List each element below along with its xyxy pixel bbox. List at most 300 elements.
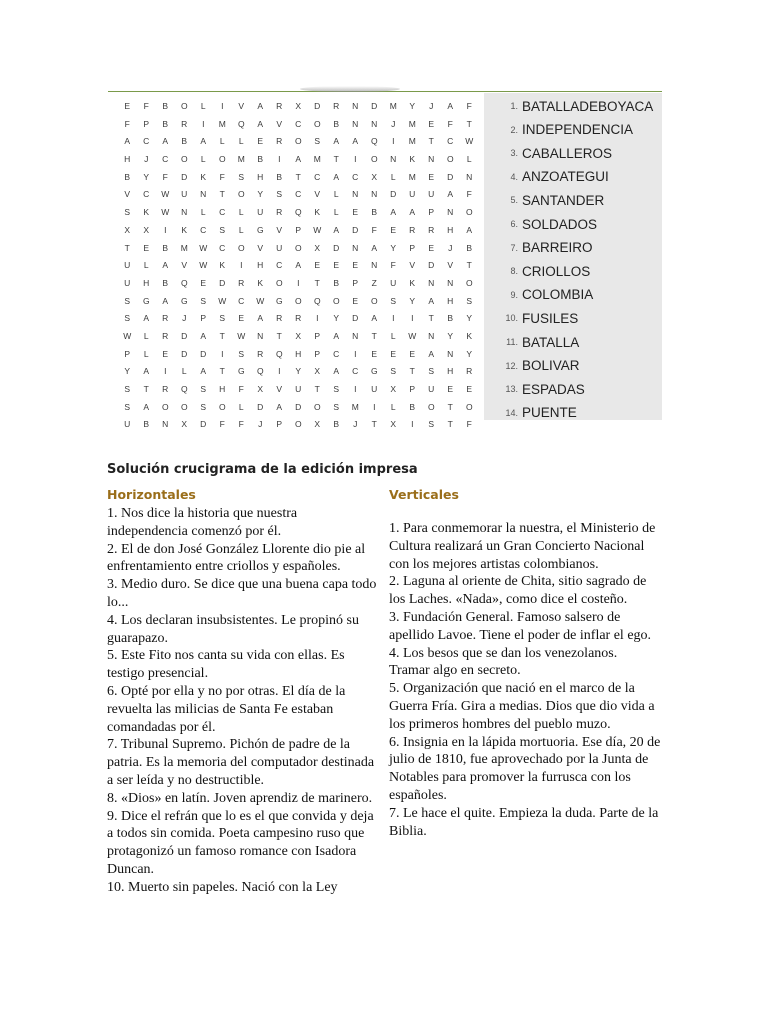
grid-letter: Q xyxy=(180,384,189,394)
grid-letter: R xyxy=(428,224,435,235)
grid-letter: N xyxy=(428,330,435,341)
grid-letter: W xyxy=(199,260,208,271)
grid-letter: M xyxy=(408,171,417,182)
divider-shadow xyxy=(300,86,400,92)
grid-letter: D xyxy=(352,313,359,324)
grid-letter: J xyxy=(429,101,434,111)
grid-letter: P xyxy=(409,242,416,253)
grid-letter: H xyxy=(219,384,226,394)
grid-letter: Z xyxy=(371,277,378,288)
grid-letter: S xyxy=(314,136,321,147)
grid-letter: U xyxy=(428,189,435,200)
grid-letter: C xyxy=(276,260,283,271)
grid-letter: P xyxy=(314,348,321,359)
grid-letter: F xyxy=(466,419,473,430)
grid-letter: U xyxy=(124,277,131,288)
grid-letter: R xyxy=(162,384,169,394)
grid-letter: E xyxy=(390,348,397,359)
grid-letter: R xyxy=(162,313,169,324)
grid-letter: J xyxy=(448,242,453,253)
grid-letter: M xyxy=(180,242,189,253)
grid-letter: N xyxy=(352,330,359,341)
word-text: ANZOATEGUI xyxy=(522,169,609,185)
grid-letter: E xyxy=(257,136,264,147)
grid-letter: N xyxy=(371,118,378,129)
grid-letter: I xyxy=(411,419,414,430)
grid-letter: V xyxy=(409,260,416,271)
grid-letter: B xyxy=(162,277,169,288)
grid-letter: B xyxy=(447,313,454,324)
grid-letter: L xyxy=(390,401,397,412)
grid-letter: A xyxy=(371,313,378,324)
word-list-item xyxy=(484,379,585,399)
grid-letter: Q xyxy=(180,277,189,288)
word-list-item xyxy=(484,356,580,376)
grid-letter: R xyxy=(181,118,188,129)
grid-letter: I xyxy=(354,154,357,165)
grid-letter: M xyxy=(408,136,417,147)
grid-letter: W xyxy=(465,136,474,147)
grid-letter: Q xyxy=(237,118,246,129)
grid-letter: S xyxy=(390,366,397,377)
grid-letter: W xyxy=(237,330,246,341)
grid-letter: X xyxy=(371,171,378,182)
grid-letter: I xyxy=(354,348,357,359)
grid-letter: L xyxy=(200,207,207,218)
grid-letter: F xyxy=(238,419,245,430)
grid-letter: R xyxy=(276,101,283,111)
grid-letter: D xyxy=(352,224,359,235)
grid-letter: Y xyxy=(143,171,150,182)
grid-letter: B xyxy=(257,154,264,165)
clue: 1. Nos dice la historia que nuestra independencia comenzó por él. xyxy=(107,506,298,539)
grid-letter: O xyxy=(313,118,322,129)
grid-letter: C xyxy=(143,136,150,147)
grid-letter: I xyxy=(373,401,376,412)
grid-letter: W xyxy=(218,295,227,306)
grid-letter: A xyxy=(200,136,207,147)
grid-letter: F xyxy=(466,189,473,200)
clue: 7. Tribunal Supremo. Pichón de padre de la patria. Es la memoria del computador destinada a ser leída y no destructible. xyxy=(107,737,375,788)
grid-letter: P xyxy=(352,277,359,288)
grid-letter: I xyxy=(297,277,300,288)
grid-letter: J xyxy=(353,419,358,430)
grid-letter: F xyxy=(371,224,378,235)
grid-letter: B xyxy=(371,207,378,218)
word-list-item xyxy=(484,120,633,140)
grid-letter: N xyxy=(352,189,359,200)
grid-letter: S xyxy=(124,313,131,324)
grid-letter: Y xyxy=(257,189,264,200)
grid-letter: G xyxy=(142,295,151,306)
grid-letter: I xyxy=(221,101,224,111)
clue: 4. Los declaran insubsistentes. Le propinó su guarapazo. xyxy=(107,612,359,646)
grid-letter: B xyxy=(333,419,340,430)
grid-letter: J xyxy=(258,419,263,430)
word-text: INDEPENDENCIA xyxy=(522,122,634,138)
grid-letter: H xyxy=(257,260,264,271)
grid-letter: F xyxy=(390,260,397,271)
grid-letter: O xyxy=(218,401,227,412)
grid-letter: O xyxy=(294,419,303,430)
grid-letter: R xyxy=(276,207,283,218)
word-text: BOLIVAR xyxy=(522,358,580,374)
grid-letter: V xyxy=(238,101,245,111)
word-text: COLOMBIA xyxy=(522,287,594,303)
word-number: 7. xyxy=(510,242,518,253)
grid-letter: E xyxy=(466,384,473,394)
grid-letter: I xyxy=(411,313,414,324)
grid-letter: L xyxy=(333,189,340,200)
grid-letter: B xyxy=(276,171,283,182)
grid-letter: O xyxy=(161,401,170,412)
grid-letter: R xyxy=(162,330,169,341)
grid-letter: A xyxy=(295,260,302,271)
grid-row xyxy=(118,397,479,415)
grid-letter: R xyxy=(333,101,340,111)
word-text: ESPADAS xyxy=(522,381,585,397)
clue: 9. Dice el refrán que lo es el que convida y deja a todos sin comida. Poeta campesino ruso que protagonizó un famoso romance con Isadora Duncan. xyxy=(107,808,374,877)
grid-letter: I xyxy=(354,384,357,394)
grid-letter: M xyxy=(313,154,322,165)
grid-letter: J xyxy=(144,154,149,165)
grid-letter: A xyxy=(295,154,302,165)
clue: 5. Organización que nació en el marco de la Guerra Fría. Gira a medias. Dios que dio vida a los primeros hombres del pueblo muzo. xyxy=(389,681,655,732)
grid-letter: V xyxy=(314,189,321,200)
grid-letter: R xyxy=(276,136,283,147)
word-text: BATALLADEBOYACA xyxy=(522,98,654,114)
grid-letter: U xyxy=(409,189,416,200)
grid-letter: T xyxy=(333,154,340,165)
word-list-item xyxy=(484,167,609,187)
grid-letter: R xyxy=(295,313,302,324)
clue: 6. Opté por ella y no por otras. El día de la revuelta las milicias de Santa Fe estaban comandadas por él. xyxy=(107,683,346,735)
word-list xyxy=(484,93,662,420)
word-number: 6. xyxy=(510,219,518,229)
grid-letter: U xyxy=(390,277,397,288)
clue: 2. Laguna al oriente de Chita, sitio sagrado de los Laches. «Nada», como dice el costeño. xyxy=(389,574,647,608)
grid-letter: E xyxy=(200,277,207,288)
grid-letter: Y xyxy=(390,242,397,253)
grid-letter: K xyxy=(181,224,188,235)
grid-letter: T xyxy=(295,171,302,182)
grid-row xyxy=(118,414,479,432)
grid-letter: O xyxy=(370,295,379,306)
grid-letter: H xyxy=(447,295,454,306)
grid-letter: V xyxy=(276,384,283,394)
grid-letter: V xyxy=(124,189,131,200)
grid-letter: A xyxy=(333,171,340,182)
grid-letter: O xyxy=(294,136,303,147)
grid-row xyxy=(118,273,479,291)
grid-letter: Y xyxy=(447,330,454,341)
grid-letter: B xyxy=(409,401,416,412)
word-text: BATALLA xyxy=(522,334,580,350)
grid-letter: A xyxy=(333,224,340,235)
grid-letter: P xyxy=(428,207,435,218)
grid-row xyxy=(118,114,479,132)
grid-row xyxy=(118,344,479,362)
grid-letter: B xyxy=(181,136,188,147)
grid-letter: O xyxy=(180,154,189,165)
grid-letter: T xyxy=(371,330,378,341)
grid-letter: T xyxy=(143,384,150,394)
grid-letter: R xyxy=(257,348,264,359)
clue: 1. Para conmemorar la nuestra, el Ministerio de Cultura realizará un Gran Concierto Nacional con los mejores artistas colombianos. xyxy=(389,521,656,572)
grid-letter: Q xyxy=(294,207,303,218)
word-list-item xyxy=(484,261,590,281)
grid-letter: B xyxy=(466,242,473,253)
grid-letter: Q xyxy=(370,136,379,147)
grid-letter: N xyxy=(447,277,454,288)
grid-row xyxy=(118,255,479,273)
grid-letter: K xyxy=(200,171,207,182)
word-number: 9. xyxy=(510,289,518,300)
grid-letter: L xyxy=(143,330,150,341)
word-list-item xyxy=(484,332,579,352)
grid-letter: S xyxy=(238,348,245,359)
grid-letter: A xyxy=(409,207,416,218)
grid-letter: L xyxy=(390,330,397,341)
grid-letter: C xyxy=(219,242,226,253)
grid-letter: T xyxy=(314,277,321,288)
grid-letter: N xyxy=(371,260,378,271)
grid-letter: Q xyxy=(256,366,265,377)
grid-letter: L xyxy=(238,136,245,147)
grid-letter: W xyxy=(161,207,170,218)
grid-letter: V xyxy=(257,242,264,253)
grid-row xyxy=(118,308,479,326)
grid-letter: D xyxy=(333,242,340,253)
grid-letter: K xyxy=(314,207,321,218)
grid-letter: A xyxy=(333,330,340,341)
grid-letter: A xyxy=(447,101,454,111)
grid-letter: N xyxy=(466,171,473,182)
grid-row xyxy=(118,379,479,397)
grid-letter: O xyxy=(465,401,474,412)
clue: 2. El de don José González Llorente dio pie al enfrentamiento entre criollos y españoles. xyxy=(107,541,366,575)
grid-letter: J xyxy=(182,313,187,324)
grid-letter: A xyxy=(143,401,150,412)
word-list-item xyxy=(484,143,612,163)
word-number: 13. xyxy=(505,384,518,395)
grid-letter: M xyxy=(218,118,227,129)
grid-letter: B xyxy=(124,171,131,182)
grid-letter: O xyxy=(446,154,455,165)
grid-letter: O xyxy=(370,154,379,165)
grid-letter: I xyxy=(278,154,281,165)
clue: 8. «Dios» en latín. Joven aprendiz de marinero. xyxy=(107,790,373,806)
grid-letter: O xyxy=(180,101,189,111)
word-text: SOLDADOS xyxy=(522,216,598,232)
grid-letter: T xyxy=(409,366,416,377)
grid-letter: M xyxy=(351,401,360,412)
grid-letter: B xyxy=(162,242,169,253)
word-text: FUSILES xyxy=(522,310,579,326)
grid-letter: U xyxy=(181,189,188,200)
grid-letter: E xyxy=(428,242,435,253)
grid-letter: I xyxy=(316,313,319,324)
grid-letter: E xyxy=(409,348,416,359)
grid-letter: E xyxy=(352,260,359,271)
word-number: 10. xyxy=(505,313,518,324)
grid-letter: A xyxy=(124,136,131,147)
grid-letter: J xyxy=(391,118,396,129)
clue: 4. Los besos que se dan los venezolanos. Tramar algo en secreto. xyxy=(389,645,618,679)
grid-letter: P xyxy=(143,118,150,129)
grid-letter: R xyxy=(238,277,245,288)
grid-letter: M xyxy=(237,154,246,165)
word-number: 11. xyxy=(506,337,518,347)
grid-letter: A xyxy=(352,136,359,147)
grid-letter: A xyxy=(143,366,150,377)
grid-letter: I xyxy=(164,366,167,377)
grid-letter: C xyxy=(238,295,245,306)
grid-letter: E xyxy=(371,348,378,359)
grid-letter: A xyxy=(428,348,435,359)
grid-letter: A xyxy=(371,242,378,253)
grid-letter: C xyxy=(219,207,226,218)
grid-letter: W xyxy=(199,242,208,253)
grid-letter: X xyxy=(143,224,150,235)
grid-letter: H xyxy=(257,171,264,182)
grid-letter: O xyxy=(427,401,436,412)
grid-letter: N xyxy=(371,189,378,200)
grid-letter: Q xyxy=(313,295,322,306)
grid-letter: X xyxy=(257,384,264,394)
grid-letter: D xyxy=(181,348,188,359)
grid-letter: I xyxy=(221,348,224,359)
grid-letter: O xyxy=(275,277,284,288)
grid-letter: E xyxy=(238,313,245,324)
grid-letter: O xyxy=(465,207,474,218)
grid-letter: A xyxy=(143,313,150,324)
grid-letter: C xyxy=(200,224,207,235)
grid-letter: D xyxy=(390,189,397,200)
grid-letter: X xyxy=(314,366,321,377)
grid-letter: D xyxy=(219,277,226,288)
grid-letter: X xyxy=(314,419,321,430)
grid-letter: I xyxy=(164,224,167,235)
grid-letter: T xyxy=(219,330,226,341)
grid-letter: Y xyxy=(466,348,473,359)
verticales-clues xyxy=(389,520,661,840)
grid-letter: L xyxy=(238,224,245,235)
grid-row xyxy=(118,96,479,114)
grid-letter: U xyxy=(124,419,131,430)
grid-letter: E xyxy=(314,260,321,271)
grid-letter: E xyxy=(447,384,454,394)
grid-letter: L xyxy=(390,171,397,182)
grid-letter: A xyxy=(276,401,283,412)
grid-letter: I xyxy=(278,366,281,377)
grid-letter: N xyxy=(428,277,435,288)
grid-letter: L xyxy=(181,366,188,377)
grid-letter: A xyxy=(447,189,454,200)
grid-letter: P xyxy=(124,348,131,359)
grid-row xyxy=(118,131,479,149)
clue: 3. Fundación General. Famoso salsero de apellido Lavoe. Tiene el poder de inflar el ego. xyxy=(389,609,652,643)
grid-letter: D xyxy=(447,171,454,182)
word-text: SANTANDER xyxy=(522,192,605,208)
grid-letter: L xyxy=(333,207,340,218)
grid-letter: R xyxy=(276,313,283,324)
grid-letter: A xyxy=(200,366,207,377)
grid-letter: T xyxy=(428,136,435,147)
grid-row xyxy=(118,238,479,256)
grid-letter: N xyxy=(428,154,435,165)
word-number: 12. xyxy=(505,360,518,371)
grid-letter: E xyxy=(352,207,359,218)
grid-letter: D xyxy=(314,101,321,111)
grid-letter: D xyxy=(200,348,207,359)
grid-letter: F xyxy=(466,101,473,111)
grid-letter: P xyxy=(276,419,283,430)
grid-row xyxy=(118,326,479,344)
word-list-item xyxy=(484,190,604,210)
grid-letter: M xyxy=(389,101,398,111)
grid-letter: K xyxy=(257,277,264,288)
grid-letter: A xyxy=(257,118,264,129)
grid-letter: F xyxy=(447,118,454,129)
grid-letter: T xyxy=(466,260,473,271)
grid-letter: P xyxy=(314,330,321,341)
clue: 6. Insignia en la lápida mortuoria. Ese día, 20 de julio de 1810, fue aprovechado por la Junta de Notables para promover la furrusca con los españoles. xyxy=(389,734,661,803)
word-number: 2. xyxy=(510,124,518,135)
grid-letter: T xyxy=(466,118,473,129)
grid-letter: T xyxy=(428,313,435,324)
grid-letter: C xyxy=(143,189,150,200)
grid-letter: I xyxy=(240,260,243,271)
clue: 5. Este Fito nos canta su vida con ellas. Es testigo presencial. xyxy=(107,648,345,682)
grid-letter: X xyxy=(124,224,131,235)
grid-letter: Y xyxy=(295,366,302,377)
grid-letter: B xyxy=(162,101,169,111)
grid-letter: C xyxy=(295,118,302,129)
grid-letter: G xyxy=(275,295,284,306)
grid-letter: N xyxy=(390,154,397,165)
word-list-item xyxy=(484,403,577,423)
grid-letter: O xyxy=(313,401,322,412)
grid-letter: F xyxy=(124,118,131,129)
grid-letter: K xyxy=(219,260,226,271)
grid-letter: N xyxy=(352,242,359,253)
grid-letter: R xyxy=(466,366,473,377)
grid-letter: T xyxy=(219,189,226,200)
word-list-item xyxy=(484,214,597,234)
grid-letter: O xyxy=(237,242,246,253)
grid-letter: K xyxy=(143,207,150,218)
horizontales-clues xyxy=(107,505,377,897)
word-text: BARREIRO xyxy=(522,240,593,256)
grid-letter: G xyxy=(237,366,246,377)
grid-letter: T xyxy=(371,419,378,430)
grid-letter: C xyxy=(295,189,302,200)
grid-letter: X xyxy=(295,330,302,341)
grid-letter: P xyxy=(409,384,416,394)
grid-letter: O xyxy=(332,295,341,306)
grid-letter: E xyxy=(390,224,397,235)
grid-letter: A xyxy=(428,295,435,306)
grid-letter: O xyxy=(294,242,303,253)
word-number: 3. xyxy=(510,148,518,159)
word-search-grid xyxy=(118,96,479,432)
grid-letter: I xyxy=(392,136,395,147)
grid-letter: U xyxy=(257,207,264,218)
grid-letter: X xyxy=(181,419,188,430)
grid-letter: B xyxy=(333,118,340,129)
grid-letter: X xyxy=(314,242,321,253)
